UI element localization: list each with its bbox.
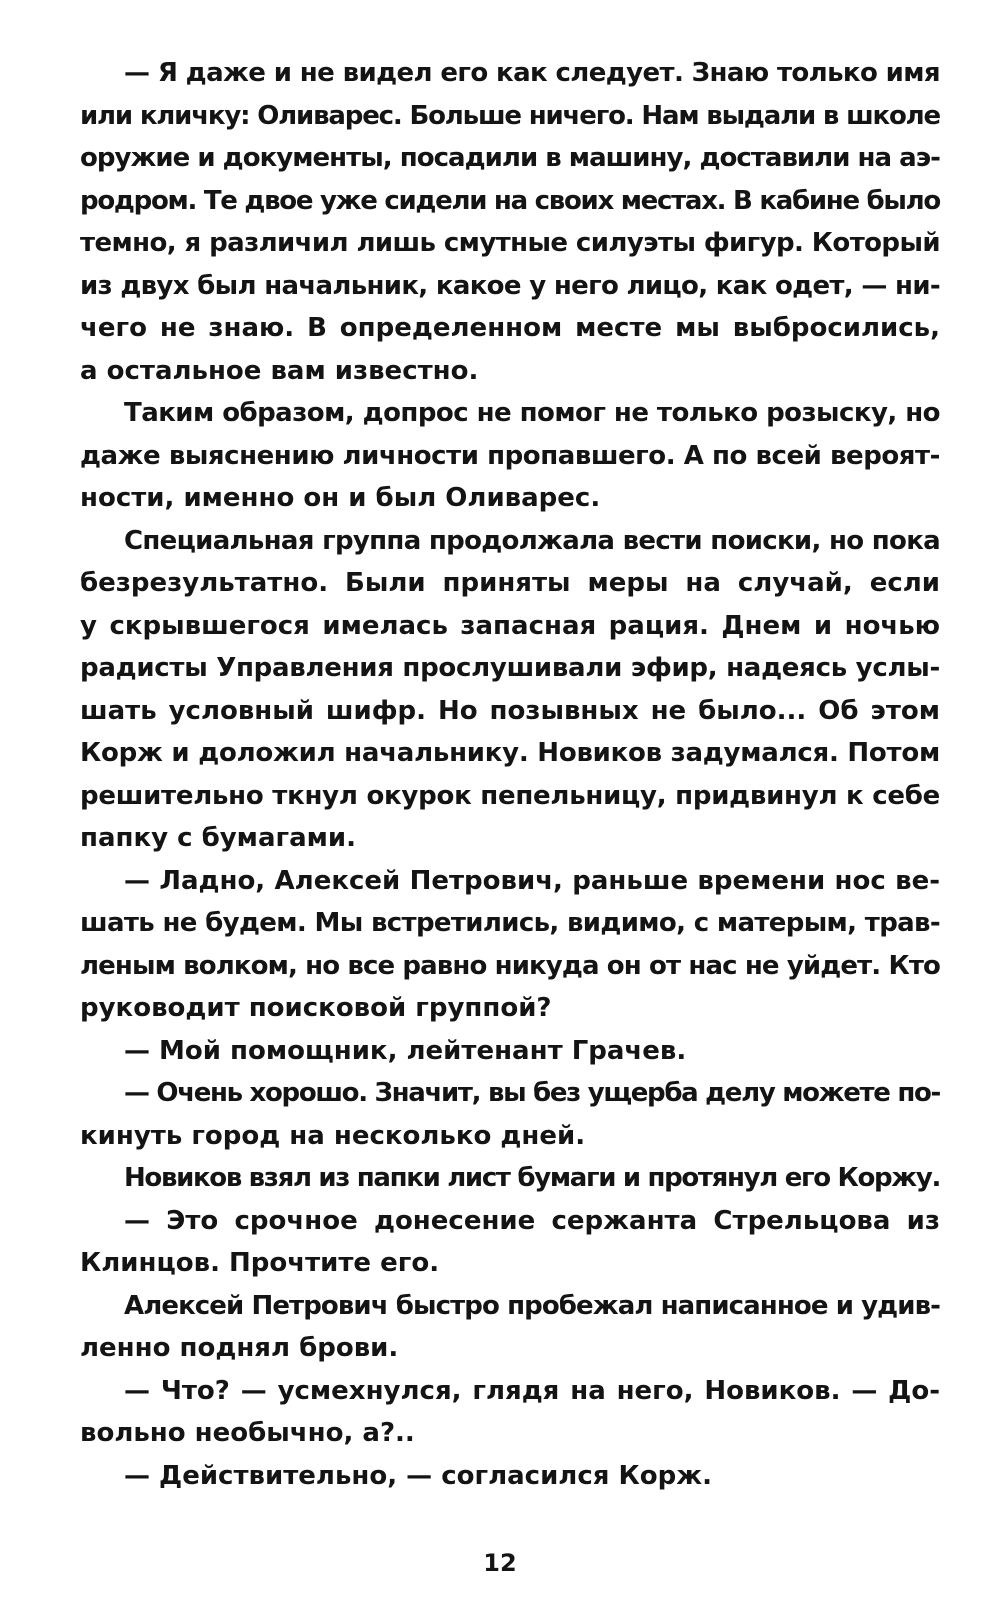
text-line: — Мой помощник, лейтенант Грачев.: [124, 1035, 687, 1066]
text-line: кинуть город на несколько дней.: [80, 1120, 586, 1151]
text-line: папку с бумагами.: [80, 823, 356, 853]
text-line: Специальная группа продолжала вести поиски, но пока: [124, 525, 941, 556]
text-line: Корж и доложил начальнику. Новиков задумался. Потом: [80, 738, 940, 768]
text-line: темно, я различил лишь смутные силуэты фигур. Который: [80, 228, 940, 258]
text-line: решительно ткнул окурок пепельницу, придвинул к себе: [80, 780, 940, 811]
text-line: — Ладно, Алексей Петрович, раньше времени нос ве-: [124, 865, 940, 896]
text-line: шать не будем. Мы встретились, видимо, с матерым, трав-: [80, 908, 940, 938]
text-line: шать условный шифр. Но позывных не было... Об этом: [80, 695, 940, 726]
text-line: безрезультатно. Были приняты меры на случай, если: [80, 568, 940, 598]
text-line: у скрывшегося имелась запасная рация. Днем и ночью: [80, 610, 940, 641]
text-line: — Это срочное донесение сержанта Стрельцова из: [124, 1205, 940, 1236]
text-line: чего не знаю. В определенном месте мы выбросились,: [80, 313, 940, 343]
text-line: — Что? — усмехнулся, глядя на него, Новиков. — До-: [124, 1375, 940, 1406]
text-line: а остальное вам известно.: [80, 355, 479, 386]
text-line: ности, именно он и был Оливарес.: [80, 483, 601, 513]
text-line: Таким образом, допрос не помог не только розыску, но: [124, 398, 940, 428]
page-number: 12: [483, 1549, 517, 1577]
text-line: — Действительно, — согласился Корж.: [124, 1460, 712, 1491]
text-line: вольно необычно, а?..: [80, 1418, 415, 1448]
text-line: родром. Те двое уже сидели на своих местах. В кабине было: [80, 185, 940, 216]
text-line: Новиков взял из папки лист бумаги и протянул его Коржу.: [124, 1163, 940, 1193]
text-line: — Я даже и не видел его как следует. Знаю только имя: [124, 58, 940, 88]
text-line: ленно поднял брови.: [80, 1333, 399, 1363]
text-line: руководит поисковой группой?: [80, 993, 552, 1023]
text-line: или кличку: Оливарес. Больше ничего. Нам выдали в школе: [80, 100, 940, 131]
text-line: даже выяснению личности пропавшего. А по всей вероят-: [80, 440, 940, 471]
text-line: леным волком, но все равно никуда он от нас не уйдет. Кто: [80, 950, 940, 981]
text-line: Алексей Петрович быстро пробежал написанное и удив-: [124, 1290, 940, 1321]
text-line: — Очень хорошо. Значит, вы без ущерба делу можете по-: [124, 1078, 940, 1108]
text-line: из двух был начальник, какое у него лицо, как одет, — ни-: [80, 270, 940, 301]
text-line: оружие и документы, посадили в машину, доставили на аэ-: [80, 143, 940, 173]
text-line: радисты Управления прослушивали эфир, надеясь услы-: [80, 653, 940, 683]
book-page-text: [80, 52, 940, 1607]
text-line: Клинцов. Прочтите его.: [80, 1248, 440, 1278]
